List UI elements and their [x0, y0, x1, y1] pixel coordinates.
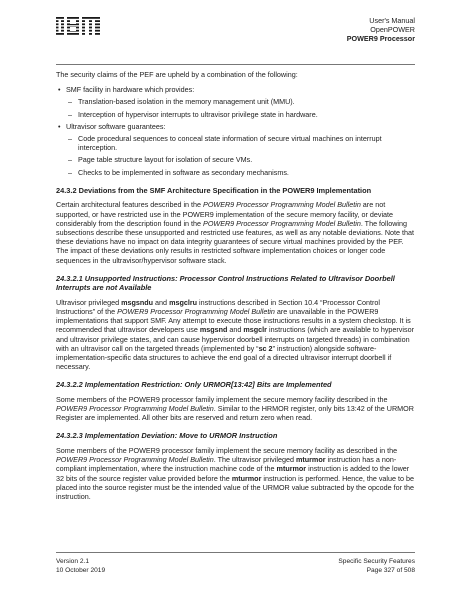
- footer-page-number: Page 327 of 508: [366, 567, 415, 574]
- list-item: [56, 122, 415, 177]
- header-info: [347, 16, 415, 43]
- footer-left: [56, 557, 105, 575]
- sub-list: [66, 134, 415, 177]
- sub-list-item: – Code procedural sequences to conceal state information of secure virtual machines on interrupt interception.: [66, 134, 415, 152]
- sub-list: [66, 97, 415, 118]
- sub-list-item: – Interception of hypervisor interrupts to ultravisor privilege state in hardware.: [66, 110, 415, 119]
- list-item: [56, 85, 415, 119]
- header-product: OpenPOWER: [370, 25, 415, 34]
- footer-right: [338, 557, 415, 575]
- section-paragraph: Certain architectural features described in the POWER9 Processor Programming Model Bulletin are not supported, or have restricted use in the POWER9 implementation of the secure memory facility, or deviate considerably from the description found in the POWER9 Processor Programming Model Bulletin. The following subsections describe these unsupported and restricted use features, as well as any notable deviations. Note that these deviations have no impact on data integrity guarantees of secure virtual machines provided by the PEF. The impact of these deviations only results in restricted software implementation choices or longer code sequences in the ultravisor/hypervisor software stack.: [56, 200, 414, 265]
- sub-list-item: – Translation-based isolation in the memory management unit (MMU).: [66, 97, 415, 106]
- footer-section: Specific Security Features: [338, 558, 415, 565]
- header-processor: POWER9 Processor: [346, 34, 415, 43]
- section-paragraph: Ultravisor privileged msgsndu and msgclru instructions described in Section 10.4 “Processor Control Instructions” of the POWER9 Processor Programming Model Bulletin are unavailable in the POWER9 implementations that support SMF. Any attempt to execute those instructions results in a system checkstop. It is recommended that ultravisor developers use msgsnd and msgclr instructions (which are available to hypervisor and ultravisor privilege states, and can cause hypervisor doorbell interrupts on targeted threads) in combination with an ultravisor call on the targeted threads (implemented by “sc 2” instruction) alongside software-implementation-specific data structures to achieve the end goal of a directed ultravisor interrupt doorbell if necessary.: [56, 297, 414, 372]
- header-rule: [56, 64, 415, 65]
- sub-list-item: – Checks to be implemented in software as secondary mechanisms.: [66, 168, 415, 177]
- section-paragraph: Some members of the POWER9 processor family implement the secure memory facility as described in the POWER9 Processor Programming Model Bulletin. The ultravisor privileged mturmor instruction has a non-compliant implementation, where the instruction machine code of the mturmor instruction is added to the lower 32 bits of the source register value provided before the mturmor instruction is performed. Hence, the value to be placed into the source register must be the intended value of the URMOR value subtracted by the opcode for the instruction.: [56, 445, 414, 501]
- subsection-heading: 24.3.2.3 Implementation Deviation: Move to URMOR Instruction: [56, 431, 278, 441]
- footer-rule: [56, 552, 415, 553]
- page-content: [56, 70, 415, 507]
- list-item-label: Ultravisor software guarantees:: [66, 121, 166, 131]
- claims-list: [56, 85, 415, 177]
- intro-text: The security claims of the PEF are upheld by a combination of the following:: [56, 70, 298, 79]
- list-item-label: SMF facility in hardware which provides:: [66, 85, 195, 95]
- header-doc-type: User's Manual: [369, 16, 415, 25]
- sub-list-item: – Page table structure layout for isolation of secure VMs.: [66, 155, 415, 164]
- section-heading: 24.3.2 Deviations from the SMF Architecture Specification in the POWER9 Implementation: [56, 185, 372, 195]
- ibm-logo: [56, 16, 100, 38]
- subsection-heading: 24.3.2.2 Implementation Restriction: Only URMOR[13:42] Bits are Implemented: [56, 380, 332, 390]
- section-paragraph: Some members of the POWER9 processor family implement the secure memory facility described in the POWER9 Processor Programming Model Bulletin. Similar to the HRMOR register, only bits 13:42 of the URMOR Register are implemented. All other bits are reserved and return zero when read.: [56, 394, 414, 423]
- footer-date: 10 October 2019: [56, 567, 106, 574]
- footer-version: Version 2.1: [56, 558, 89, 565]
- subsection-heading: 24.3.2.1 Unsupported Instructions: Processor Control Instructions Related to Ultravisor Doorbell Interrupts are not Available: [56, 273, 395, 293]
